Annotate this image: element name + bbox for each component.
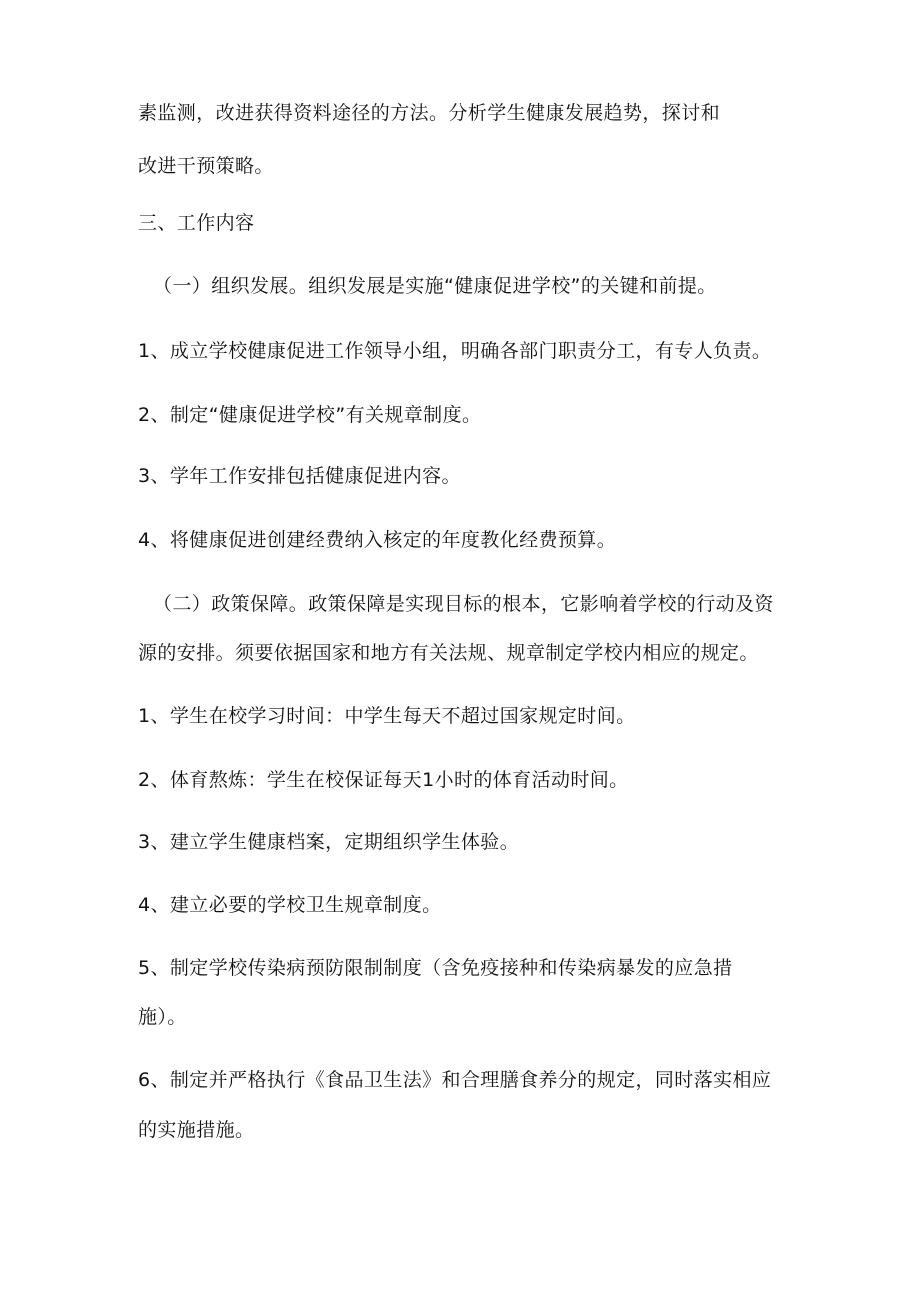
list-item: 5、制定学校传染病预防限制制度（含免疫接种和传染病暴发的应急措	[138, 957, 733, 979]
list-item-continuation: 的实施措施。	[138, 1119, 255, 1141]
section-heading: 三、工作内容	[138, 212, 255, 234]
list-item: 6、制定并严格执行《食品卫生法》和合理膳食养分的规定，同时落实相应	[138, 1069, 772, 1091]
list-item: 3、建立学生健康档案，定期组织学生体验。	[138, 831, 520, 853]
subsection-heading: （一）组织发展。组织发展是实施“健康促进学校”的关键和前提。	[153, 275, 717, 297]
paragraph-line: 源的安排。须要依据国家和地方有关法规、规章制定学校内相应的规定。	[138, 642, 759, 664]
list-item: 2、体育熬炼：学生在校保证每天1小时的体育活动时间。	[138, 769, 629, 791]
subsection-heading: （二）政策保障。政策保障是实现目标的根本，它影响着学校的行动及资	[153, 593, 774, 615]
paragraph-line: 素监测，改进获得资料途径的方法。分析学生健康发展趋势，探讨和	[138, 102, 721, 124]
list-item: 1、成立学校健康促进工作领导小组，明确各部门职责分工，有专人负责。	[138, 340, 772, 362]
list-item-continuation: 施）。	[138, 1006, 187, 1028]
list-item: 4、将健康促进创建经费纳入核定的年度教化经费预算。	[138, 529, 617, 551]
list-item: 2、制定“健康促进学校”有关规章制度。	[138, 404, 482, 426]
list-item: 4、建立必要的学校卫生规章制度。	[138, 894, 442, 916]
list-item: 1、学生在校学习时间：中学生每天不超过国家规定时间。	[138, 705, 636, 727]
list-item: 3、学年工作安排包括健康促进内容。	[138, 465, 461, 487]
paragraph-line: 改进干预策略。	[138, 155, 274, 177]
